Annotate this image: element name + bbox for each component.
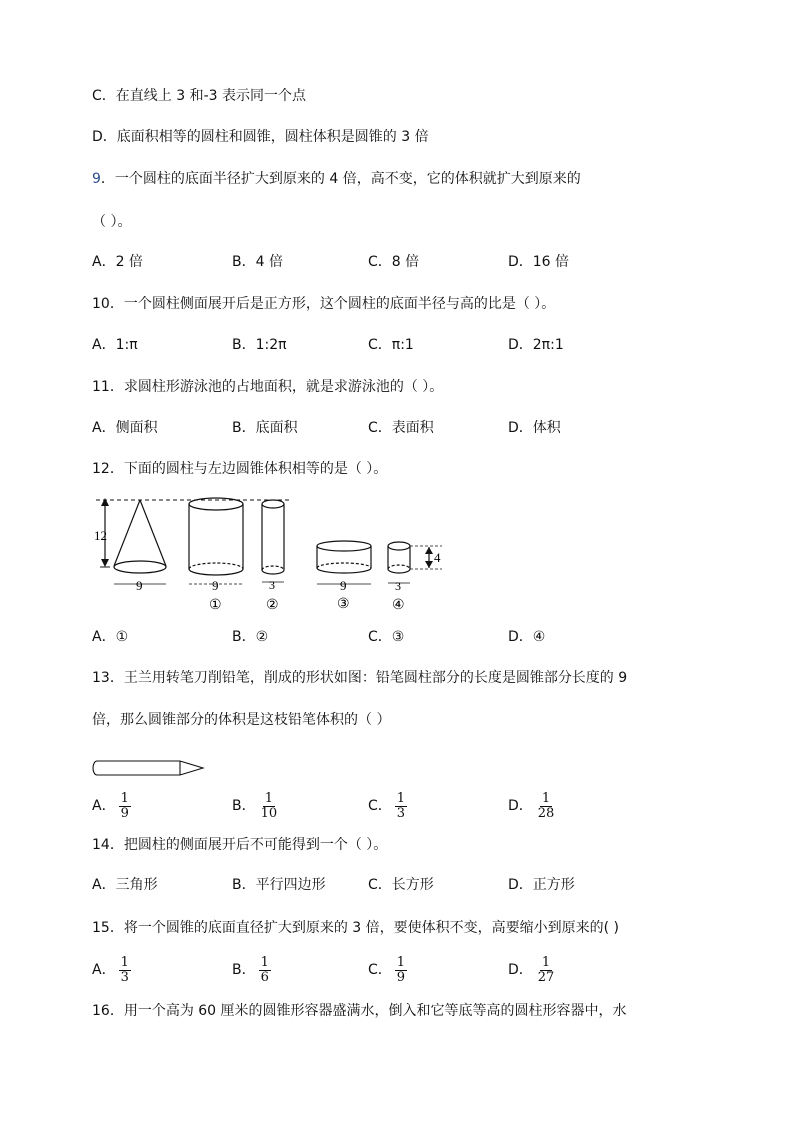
q10-option-d: D．2π:1 bbox=[508, 337, 564, 353]
q13-stem-line2: 倍，那么圆锥部分的体积是这枝铅笔体积的（ ） bbox=[92, 712, 391, 728]
fraction-numerator: 1 bbox=[120, 790, 129, 806]
q11-option-b: B．底面积 bbox=[232, 420, 298, 436]
fraction-numerator: 1 bbox=[264, 790, 274, 806]
q13-option-c-fraction bbox=[395, 792, 407, 821]
q12-stem: 12．下面的圆柱与左边圆锥体积相等的是（ ）。 bbox=[92, 461, 388, 477]
q12-c3-base: 9 bbox=[340, 578, 347, 593]
fraction-denominator: 10 bbox=[260, 805, 278, 821]
q12-c1-label: ① bbox=[209, 598, 222, 613]
q12-c2-label: ② bbox=[266, 598, 279, 613]
q15-option-d bbox=[508, 953, 556, 987]
q9-option-c: C．8 倍 bbox=[368, 254, 420, 270]
fraction-denominator: 9 bbox=[396, 969, 406, 985]
q13-option-b bbox=[232, 789, 279, 823]
q13-option-c-label: C． bbox=[368, 798, 392, 814]
q9-options bbox=[92, 248, 712, 276]
q13-options bbox=[92, 789, 712, 823]
fraction-numerator: 1 bbox=[396, 954, 406, 970]
fraction-numerator: 1 bbox=[541, 790, 551, 806]
q14-stem: 14．把圆柱的侧面展开后不可能得到一个（ ）。 bbox=[92, 837, 388, 853]
q12-options bbox=[92, 623, 712, 651]
q13-option-d bbox=[508, 789, 556, 823]
q12-option-c: C．③ bbox=[368, 629, 405, 645]
q11-option-c: C．表面积 bbox=[368, 420, 434, 436]
q9-option-b: B．4 倍 bbox=[232, 254, 283, 270]
q15-option-a bbox=[92, 953, 131, 987]
pencil-figure bbox=[90, 757, 210, 779]
q13-option-d-label: D． bbox=[508, 798, 533, 814]
fraction-denominator: 27 bbox=[537, 969, 555, 985]
fraction-denominator: 3 bbox=[120, 969, 129, 985]
q13-option-d-fraction bbox=[536, 792, 557, 821]
q14-option-b: B．平行四边形 bbox=[232, 877, 326, 893]
q9-text: ．一个圆柱的底面半径扩大到原来的 4 倍，高不变，它的体积就扩大到原来的 bbox=[100, 171, 581, 187]
q13-stem-line1: 13．王兰用转笔刀削铅笔，削成的形状如图：铅笔圆柱部分的长度是圆锥部分长度的 9 bbox=[92, 670, 628, 686]
q10-stem: 10．一个圆柱侧面展开后是正方形，这个圆柱的底面半径与高的比是（ ）。 bbox=[92, 296, 556, 312]
q11-option-d: D．体积 bbox=[508, 420, 561, 436]
q11-option-a: A．侧面积 bbox=[92, 420, 158, 436]
q12-option-d: D．④ bbox=[508, 629, 546, 645]
fraction-denominator: 3 bbox=[396, 805, 406, 821]
q10-options bbox=[92, 331, 712, 359]
q9-stem bbox=[92, 169, 581, 189]
q15-option-a-label: A． bbox=[92, 962, 116, 978]
q9-option-a: A．2 倍 bbox=[92, 254, 143, 270]
q11-stem: 11．求圆柱形游泳池的占地面积，就是求游泳池的（ ）。 bbox=[92, 379, 444, 395]
fraction-denominator: 28 bbox=[537, 805, 555, 821]
q16-stem: 16．用一个高为 60 厘米的圆锥形容器盛满水，倒入和它等底等高的圆柱形容器中，水 bbox=[92, 1003, 627, 1019]
q12-short-height: 4 bbox=[434, 550, 441, 565]
q13-option-a bbox=[92, 789, 131, 823]
q13-option-a-fraction bbox=[119, 792, 131, 821]
q12-c2-base: 3 bbox=[269, 578, 275, 592]
q15-option-a-fraction bbox=[119, 956, 131, 985]
q13-option-b-label: B． bbox=[232, 798, 256, 814]
q9-number: 9 bbox=[92, 171, 101, 187]
fraction-numerator: 1 bbox=[260, 954, 269, 970]
q14-option-c: C．长方形 bbox=[368, 877, 434, 893]
fraction-numerator: 1 bbox=[120, 954, 129, 970]
q14-option-d: D．正方形 bbox=[508, 877, 575, 893]
q12-cone-height: 12 bbox=[94, 528, 107, 543]
q9-blank: （ ）。 bbox=[92, 214, 132, 230]
q14-options bbox=[92, 871, 712, 899]
q14-option-a: A．三角形 bbox=[92, 877, 158, 893]
q10-option-b: B．1:2π bbox=[232, 337, 287, 353]
fraction-numerator: 1 bbox=[541, 954, 551, 970]
q15-stem: 15．将一个圆锥的底面直径扩大到原来的 3 倍，要使体积不变，高要缩小到原来的( ) bbox=[92, 920, 619, 936]
q13-option-b-fraction bbox=[259, 792, 280, 821]
q15-option-b-fraction bbox=[259, 956, 271, 985]
q12-option-a: A．① bbox=[92, 629, 129, 645]
q11-options bbox=[92, 414, 712, 442]
q8-option-c: C．在直线上 3 和-3 表示同一个点 bbox=[92, 88, 306, 104]
fraction-denominator: 6 bbox=[260, 969, 269, 985]
q12-option-b: B．② bbox=[232, 629, 269, 645]
q12-cone-base: 9 bbox=[136, 578, 143, 593]
q12-c4-label: ④ bbox=[392, 598, 405, 613]
q13-option-c bbox=[368, 789, 407, 823]
q9-option-d: D．16 倍 bbox=[508, 254, 570, 270]
q12-c4-base: 3 bbox=[395, 579, 401, 593]
q12-c1-base: 9 bbox=[212, 578, 219, 593]
fraction-denominator: 9 bbox=[120, 805, 129, 821]
q8-option-d: D．底面积相等的圆柱和圆锥，圆柱体积是圆锥的 3 倍 bbox=[92, 129, 429, 145]
q15-options bbox=[92, 953, 712, 987]
q15-option-c bbox=[368, 953, 407, 987]
q15-option-c-fraction bbox=[395, 956, 407, 985]
q12-c3-label: ③ bbox=[337, 597, 350, 612]
q15-option-b-label: B． bbox=[232, 962, 256, 978]
fraction-numerator: 1 bbox=[396, 790, 406, 806]
q15-option-c-label: C． bbox=[368, 962, 392, 978]
q10-option-a: A．1:π bbox=[92, 337, 138, 353]
q12-figure bbox=[90, 492, 450, 614]
q15-option-b bbox=[232, 953, 271, 987]
q15-option-d-fraction bbox=[536, 956, 557, 985]
q15-option-d-label: D． bbox=[508, 962, 533, 978]
q13-option-a-label: A． bbox=[92, 798, 116, 814]
q10-option-c: C．π:1 bbox=[368, 337, 414, 353]
